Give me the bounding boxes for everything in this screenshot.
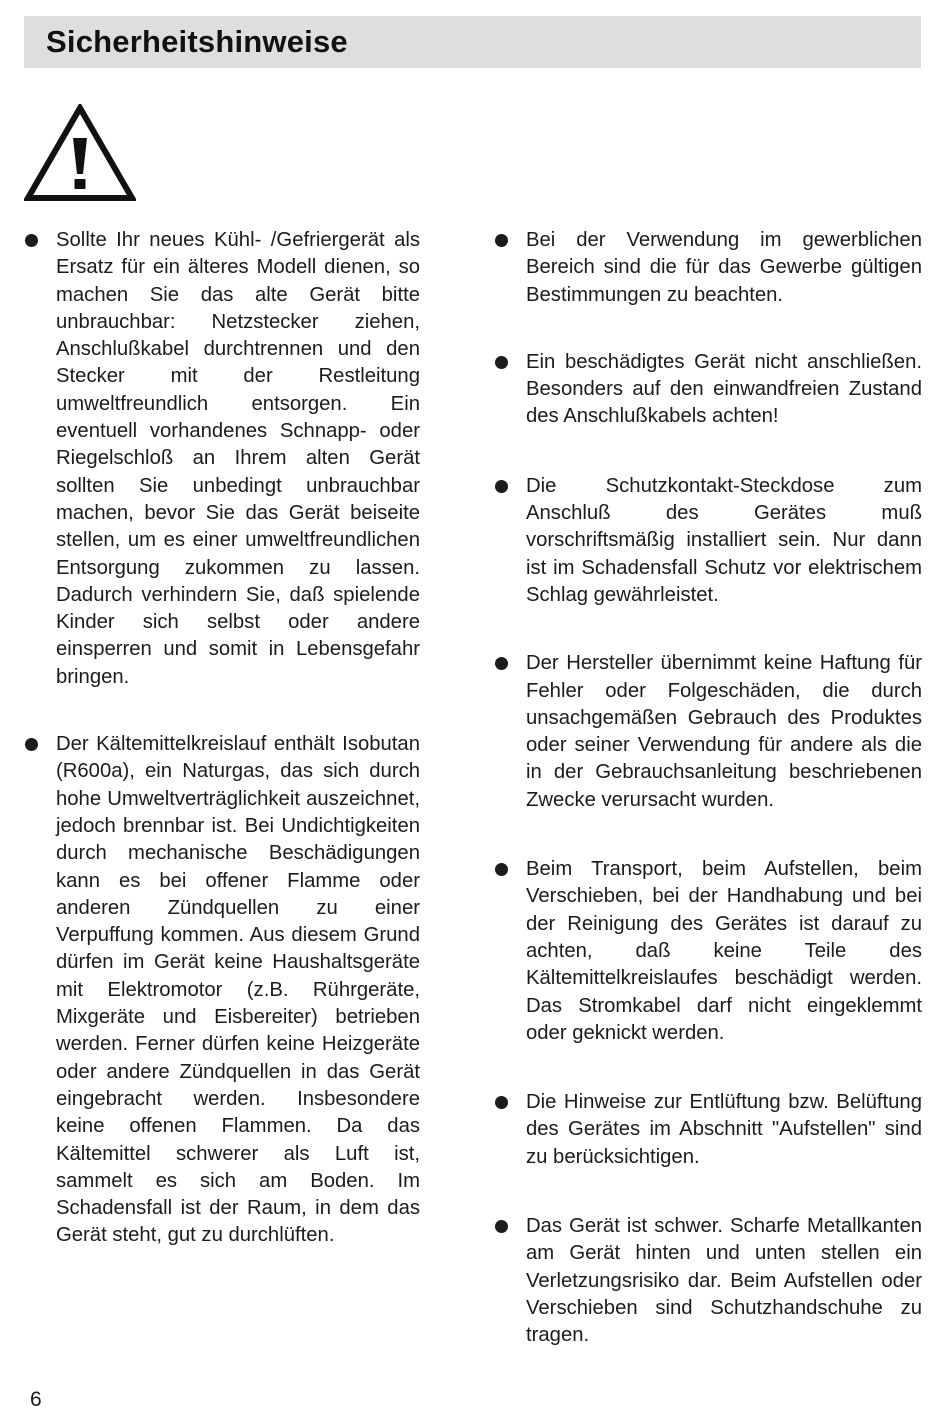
- page-title: Sicherheitshinweise: [46, 24, 348, 59]
- safety-note-text: Der Hersteller übernimmt keine Haftung für Fehler oder Folgeschäden, die durch unsachgemäßen Gebrauch des Produktes oder seiner Verwendung für andere als die in der Gebrauchsanleitung beschriebenen Zwecke verursacht wurden.: [526, 652, 922, 811]
- bullet-dot-icon: [495, 480, 508, 493]
- safety-note: [494, 227, 922, 309]
- safety-note-text: Ein beschädigtes Gerät nicht anschließen. Besonders auf den einwandfreien Zustand des Anschlußkabels achten!: [526, 350, 922, 428]
- safety-note: [24, 227, 420, 691]
- bullet-dot-icon: [495, 1220, 508, 1233]
- safety-note-text: Das Gerät ist schwer. Scharfe Metallkanten am Gerät hinten und unten stellen ein Verletzungsrisiko dar. Beim Aufstellen oder Verschieben sind Schutzhandschuhe zu tragen.: [526, 1215, 922, 1347]
- safety-note-text: Die Schutzkontakt-Steckdose zum Anschluß des Gerätes muß vorschriftsmäßig installiert sein. Nur dann ist im Schadensfall Schutz vor elektrischem Schlag gewährleistet.: [526, 474, 922, 606]
- bullet-dot-icon: [25, 234, 38, 247]
- safety-note: [494, 473, 922, 609]
- safety-note: [494, 650, 922, 814]
- safety-note-text: Beim Transport, beim Aufstellen, beim Verschieben, bei der Handhabung und bei der Reinigung des Gerätes ist darauf zu achten, daß keine Teile des Kältemittelkreislaufes beschädigt werden. Das Stromkabel darf nicht eingeklemmt oder geknickt werden.: [526, 858, 922, 1044]
- section-header-bar: [24, 16, 921, 68]
- bullet-dot-icon: [495, 234, 508, 247]
- bullet-dot-icon: [495, 1096, 508, 1109]
- bullet-dot-icon: [495, 356, 508, 369]
- safety-note: [494, 349, 922, 431]
- warning-triangle-icon: [24, 104, 136, 202]
- left-column: [24, 227, 420, 1292]
- safety-note-text: Sollte Ihr neues Kühl- /Gefriergerät als Ersatz für ein älteres Modell dienen, so machen Sie das alte Gerät bitte unbrauchbar: Netzstecker ziehen, Anschlußkabel durchtrennen und den Stecker mit der Restleitung umweltfreundlich entsorgen. Ein eventuell vorhandenes Schnapp- oder Riegelschloß an Ihrem alten Gerät sollten Sie unbedingt unbrauchbar machen, bevor Sie das Gerät beiseite stellen, um es einer umweltfreundlichen Entsorgung zukommen zu lassen. Dadurch verhindern Sie, daß spielende Kinder sich selbst oder andere einsperren und somit in Lebensgefahr bringen.: [56, 229, 420, 688]
- safety-note-text: Bei der Verwendung im gewerblichen Bereich sind die für das Gewerbe gültigen Bestimmungen zu beachten.: [526, 229, 922, 306]
- bullet-dot-icon: [25, 738, 38, 751]
- safety-note: [24, 731, 420, 1250]
- page-number: 6: [30, 1388, 42, 1411]
- safety-note-text: Die Hinweise zur Entlüftung bzw. Belüftung des Gerätes im Abschnitt "Aufstellen" sind zu berücksichtigen.: [526, 1091, 922, 1168]
- safety-note-text: Der Kältemittelkreislauf enthält Isobutan (R600a), ein Naturgas, das sich durch hohe Umweltverträglichkeit auszeichnet, jedoch brennbar ist. Bei Undichtigkeiten durch mechanische Beschädigungen kann es bei offener Flamme oder anderen Zündquellen zu einer Verpuffung kommen. Aus diesem Grund dürfen im Gerät keine Haushaltsgeräte mit Elektromotor (z.B. Rührgeräte, Mixgeräte und Eisbereiter) betrieben werden. Ferner dürfen keine Heizgeräte oder andere Zündquellen in das Gerät eingebracht werden. Insbesondere keine offenen Flammen. Da das Kältemittel schwerer als Luft ist, sammelt es sich am Boden. Im Schadensfall ist der Raum, in dem das Gerät steht, gut zu durchlüften.: [56, 733, 420, 1247]
- right-column: [494, 227, 922, 1392]
- safety-note: [494, 1089, 922, 1171]
- safety-note: [494, 1213, 922, 1349]
- bullet-dot-icon: [495, 657, 508, 670]
- bullet-dot-icon: [495, 863, 508, 876]
- safety-note: [494, 856, 922, 1047]
